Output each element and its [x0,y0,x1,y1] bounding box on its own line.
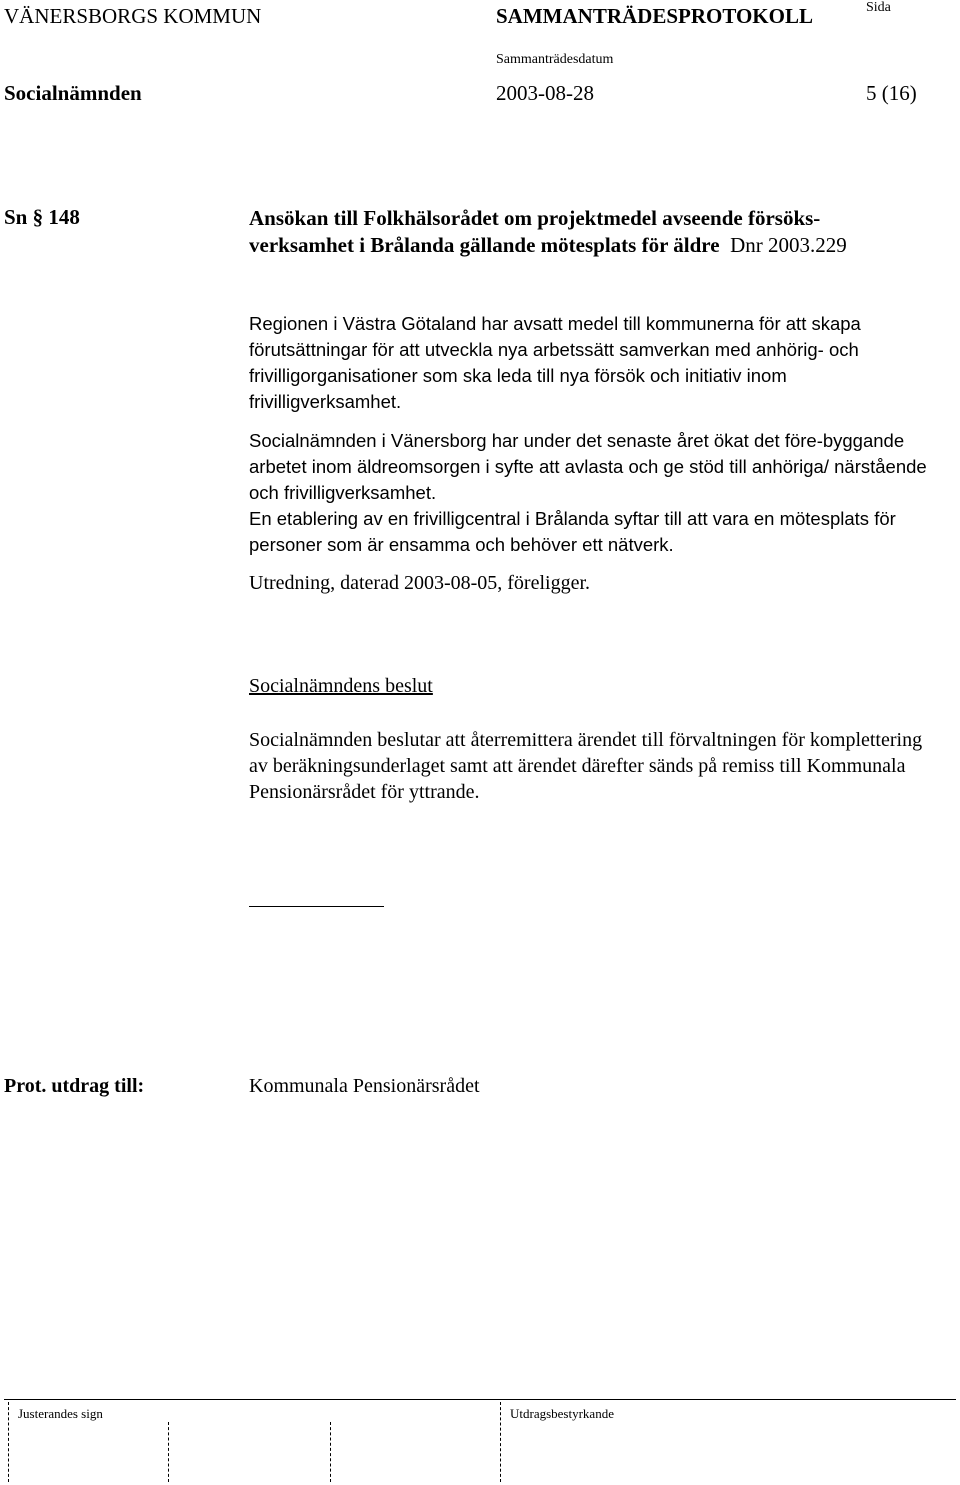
case-dnr: Dnr 2003.229 [730,233,847,257]
footer-divider [168,1422,169,1482]
organization-name: VÄNERSBORGS KOMMUN [4,4,262,28]
case-heading-line1: Ansökan till Folkhälsorådet om projektmedel avseende försöks- [249,206,821,230]
signature-line [249,906,384,907]
footer-divider [500,1402,501,1482]
signature-caption: Justerandes sign [18,1406,103,1421]
footer-rule [4,1399,956,1400]
certification-caption: Utdragsbestyrkande [510,1406,614,1421]
body-paragraph-2: Socialnämnden i Vänersborg har under det senaste året ökat det före-byggande arbetet inom äldreomsorgen i syfte att avlasta och ge stöd till anhöriga/ närstående och frivilligverksamhet. [249,430,927,503]
page-number: 5 (16) [866,81,917,105]
decision-heading: Socialnämndens beslut [249,675,433,697]
document-title: SAMMANTRÄDESPROTOKOLL [496,4,813,28]
case-heading-line2: verksamhet i Brålanda gällande mötesplats för äldre [249,233,720,257]
committee-name: Socialnämnden [4,81,142,105]
case-heading [249,205,929,259]
distribution-recipient: Kommunala Pensionärsrådet [249,1075,480,1097]
body-paragraph-4: Utredning, daterad 2003-08-05, föreligger. [249,572,591,594]
date-label: Sammanträdesdatum [496,52,614,67]
body-paragraph-1: Regionen i Västra Götaland har avsatt medel till kommunerna för att skapa förutsättningar för att utveckla nya arbetssätt samverkan med anhörig- och frivilligorganisationer som ska leda till nya försök och initiativ inom frivilligverksamhet. [249,313,861,412]
decision-text: Socialnämnden beslutar att återremittera ärendet till förvaltningen för komplettering av beräkningsunderlaget samt att ärendet därefter sänds på remiss till Kommunala Pensionärsrådet för yttrande. [249,729,923,803]
footer-divider [330,1422,331,1482]
page-label: Sida [866,0,891,15]
footer-divider [8,1402,9,1482]
body-paragraph-3: En etablering av en frivilligcentral i Brålanda syftar till att vara en mötesplats för personer som är ensamma och behöver ett nätverk. [249,508,896,555]
case-number: Sn § 148 [4,205,80,229]
meeting-date: 2003-08-28 [496,81,594,105]
distribution-label: Prot. utdrag till: [4,1075,145,1097]
